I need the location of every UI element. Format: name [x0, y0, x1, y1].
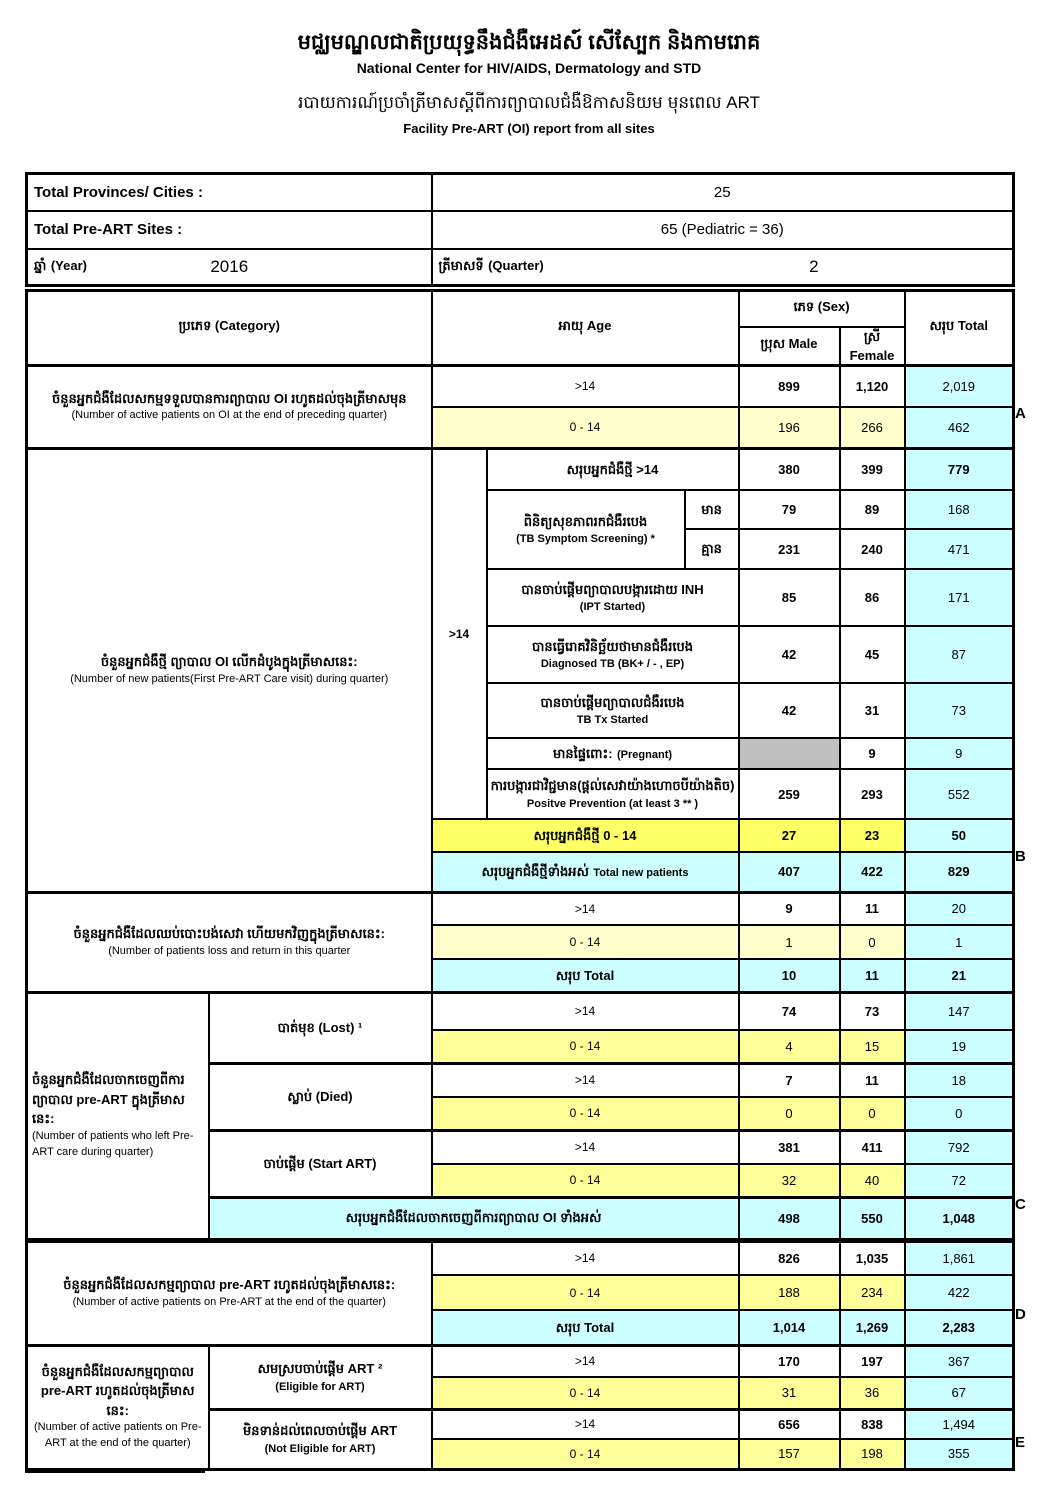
- col-header-female: ស្រី Female: [840, 327, 905, 366]
- sectionC-lost-label: បាត់មុខ (Lost) ¹: [209, 992, 432, 1063]
- sectionC-died-child-male: 0: [739, 1097, 840, 1130]
- sectionB-diagnosed-tb-male: 42: [739, 626, 840, 683]
- sectionD-child-male: 188: [739, 1275, 840, 1310]
- sectionB-diagnosed-tb-total: 87: [905, 626, 1014, 683]
- sectionB-total-khmer: សរុបអ្នកជំងឺថ្មីទាំងអស់: [481, 864, 589, 879]
- sectionC-lost-child-female: 15: [840, 1030, 905, 1063]
- sectionC-total-female: 550: [840, 1197, 905, 1240]
- sectionA-category-khmer: ចំនួនអ្នកជំងឺដែលសកម្មទទួលបានការព្យាបាល OI រហូតដល់ចុងត្រីមាសមុន: [52, 390, 407, 406]
- sectionLoss-category-english: (Number of patients loss and return in this quarter: [108, 944, 351, 957]
- sectionD-child-age: 0 - 14: [432, 1275, 739, 1310]
- sectionE-eligible-child-female: 36: [840, 1377, 905, 1409]
- sectionD-total-total: 2,283: [905, 1310, 1014, 1345]
- sectionC-start-gt14-female: 411: [840, 1130, 905, 1164]
- sectionE-eligible-child-male: 31: [739, 1377, 840, 1409]
- sectionB-total-female: 422: [840, 852, 905, 892]
- sectionD-category-english: (Number of active patients on Pre-ART at the end of the quarter): [72, 1295, 386, 1308]
- sectionE-category-english: (Number of active patients on Pre-ART at the end of the quarter): [33, 1421, 202, 1450]
- sectionE-eligible-child-total: 67: [905, 1377, 1014, 1409]
- sectionB-ipt-total: 171: [905, 569, 1014, 626]
- sectionC-lost-child-age: 0 - 14: [432, 1030, 739, 1063]
- sectionD-child-total: 422: [905, 1275, 1014, 1310]
- sectionLoss-total-male: 10: [739, 959, 840, 992]
- year-label-english: (Year): [50, 257, 87, 273]
- footnote-rule: [25, 1470, 205, 1473]
- sectionD-gt14-total: 1,861: [905, 1240, 1014, 1275]
- sectionB-sum-gt14-male: 380: [739, 448, 840, 490]
- col-header-total: សរុប Total: [905, 291, 1014, 366]
- sectionLoss-total-female: 11: [840, 959, 905, 992]
- sectionD-gt14-female: 1,035: [840, 1240, 905, 1275]
- sectionLoss-gt14-age: >14: [432, 892, 739, 925]
- sectionB-tb-screening-english: (TB Symptom Screening) *: [516, 533, 655, 545]
- sectionE-eligible-english: (Eligible for ART): [275, 1380, 365, 1393]
- sectionB-sum-child-male: 27: [739, 819, 840, 852]
- sectionB-sum-gt14-total: 779: [905, 448, 1014, 490]
- sectionB-positive-prevention-label: [487, 769, 739, 819]
- sectionB-total-label: [432, 852, 739, 892]
- quarter-value: 2: [809, 256, 819, 276]
- sectionD-category-khmer: ចំនួនអ្នកជំងឺដែលសកម្មព្យាបាល pre-ART រហូតដល់ចុងត្រីមាសនេះ:: [63, 1277, 396, 1293]
- sectionB-tb-tx-english: TB Tx Started: [576, 714, 649, 726]
- report-title-khmer: របាយការណ៍ប្រចាំត្រីមាសស្ដីពីការព្យាបាលជំងឺឱកាសនិយម មុនពេល ART: [298, 93, 760, 113]
- sectionC-lost-child-male: 4: [739, 1030, 840, 1063]
- sectionB-diagnosed-tb-english: Diagnosed TB (BK+ / - , EP): [540, 658, 685, 670]
- sectionA-category: [27, 365, 432, 448]
- sectionA-category-english: (Number of active patients on OI at the end of preceding quarter): [71, 409, 387, 422]
- sectionB-tb-screening-khmer: ពិនិត្យសុខភាពរកជំងឺរបេង: [523, 513, 648, 529]
- provinces-label: Total Provinces/ Cities :: [27, 174, 432, 211]
- sectionE-not-eligible-gt14-total: 1,494: [905, 1409, 1014, 1439]
- report-header: [0, 30, 1058, 136]
- sectionE-eligible-label: [209, 1345, 432, 1409]
- sectionC-total-male: 498: [739, 1197, 840, 1240]
- sectionB-tb-tx-label: [487, 683, 739, 738]
- marker-d: D: [1015, 1306, 1026, 1323]
- sectionB-category-english: (Number of new patients(First Pre-ART Care visit) during quarter): [70, 672, 389, 685]
- sectionB-sum-gt14-label: សរុបអ្នកជំងឺថ្មី >14: [487, 448, 739, 490]
- summary-info-table: [25, 172, 1015, 287]
- sectionC-start-child-male: 32: [739, 1164, 840, 1197]
- sectionC-total-label: សរុបអ្នកជំងឺដែលចាកចេញពីការព្យាបាល OI ទាំងអស់: [209, 1197, 739, 1240]
- sectionLoss-gt14-female: 11: [840, 892, 905, 925]
- sectionB-ipt-label: [487, 569, 739, 626]
- sectionC-start-gt14-total: 792: [905, 1130, 1014, 1164]
- sectionB-positive-prevention-khmer: ការបង្ការជាវិជ្ជមាន(ផ្ដល់សេវាយ៉ាងហោចបីយ៉ាងតិច): [490, 778, 735, 793]
- sectionE-eligible-gt14-age: >14: [432, 1345, 739, 1377]
- sectionB-pregnant-khmer: មានផ្ទៃពោះ:: [553, 745, 613, 761]
- sectionC-lost-gt14-age: >14: [432, 992, 739, 1030]
- sectionB-tb-tx-khmer: បានចាប់ផ្ដើមព្យាបាលជំងឺរបេង: [540, 694, 685, 710]
- sectionB-pregnant-female: 9: [840, 738, 905, 769]
- year-cell: [27, 249, 432, 286]
- sectionC-start-art-label: ចាប់ផ្ដើម (Start ART): [209, 1130, 432, 1197]
- sectionD-gt14-age: >14: [432, 1240, 739, 1275]
- sectionA-gt14-total: 2,019: [905, 365, 1014, 407]
- sectionE-not-eligible-gt14-male: 656: [739, 1409, 840, 1439]
- year-value: 2016: [210, 256, 249, 276]
- sectionA-child-total: 462: [905, 407, 1014, 448]
- sectionC-start-child-total: 72: [905, 1164, 1014, 1197]
- sectionC-died-child-female: 0: [840, 1097, 905, 1130]
- sectionC-lost-gt14-male: 74: [739, 992, 840, 1030]
- year-label-khmer: ឆ្នាំ: [34, 257, 47, 273]
- sites-value: 65 (Pediatric = 36): [432, 211, 1014, 249]
- sectionB-tb-none-female: 240: [840, 529, 905, 569]
- sectionD-gt14-male: 826: [739, 1240, 840, 1275]
- sectionB-sum-child-female: 23: [840, 819, 905, 852]
- sectionB-pregnant-total: 9: [905, 738, 1014, 769]
- sectionB-diagnosed-tb-female: 45: [840, 626, 905, 683]
- sectionA-gt14-female: 1,120: [840, 365, 905, 407]
- sectionD-category: [27, 1240, 432, 1345]
- sectionB-tb-none-total: 471: [905, 529, 1014, 569]
- sectionD-child-female: 234: [840, 1275, 905, 1310]
- sectionLoss-child-age: 0 - 14: [432, 925, 739, 959]
- sectionB-tb-tx-male: 42: [739, 683, 840, 738]
- sectionLoss-total-total: 21: [905, 959, 1014, 992]
- sectionB-ipt-female: 86: [840, 569, 905, 626]
- marker-a: A: [1015, 405, 1026, 422]
- sectionA-gt14-male: 899: [739, 365, 840, 407]
- sectionB-positive-prevention-female: 293: [840, 769, 905, 819]
- sectionB-sum-child-total: 50: [905, 819, 1014, 852]
- sectionB-sum-gt14-female: 399: [840, 448, 905, 490]
- sectionB-tb-have-male: 79: [739, 490, 840, 529]
- quarter-label-khmer: ត្រីមាសទី: [438, 257, 484, 273]
- sectionB-pregnant-label: [487, 738, 739, 769]
- provinces-value: 25: [432, 174, 1014, 211]
- sectionB-positive-prevention-total: 552: [905, 769, 1014, 819]
- col-header-age: អាយុ Age: [432, 291, 739, 366]
- sectionC-died-label: ស្លាប់ (Died): [209, 1063, 432, 1130]
- sectionB-sum-child-label: សរុបអ្នកជំងឺថ្មី 0 - 14: [432, 819, 739, 852]
- sectionB-total-english: Total new patients: [593, 867, 689, 879]
- sectionE-not-eligible-child-male: 157: [739, 1439, 840, 1469]
- sectionB-tb-have-label: មាន: [685, 490, 739, 529]
- sectionC-start-child-female: 40: [840, 1164, 905, 1197]
- sectionA-child-male: 196: [739, 407, 840, 448]
- sectionC-died-gt14-female: 11: [840, 1063, 905, 1097]
- org-title-english: National Center for HIV/AIDS, Dermatology and STD: [356, 60, 702, 77]
- sectionLoss-gt14-total: 20: [905, 892, 1014, 925]
- sectionLoss-gt14-male: 9: [739, 892, 840, 925]
- sectionC-total-total: 1,048: [905, 1197, 1014, 1240]
- sectionB-tb-none-label: គ្មាន: [685, 529, 739, 569]
- sectionE-not-eligible-gt14-female: 838: [840, 1409, 905, 1439]
- sectionE-category-khmer: ចំនួនអ្នកជំងឺដែលសកម្មព្យាបាល pre-ART រហូតដល់ចុងត្រីមាសនេះ:: [40, 1363, 195, 1418]
- sectionB-ipt-male: 85: [739, 569, 840, 626]
- sectionB-total-total: 829: [905, 852, 1014, 892]
- sectionLoss-category-khmer: ចំនួនអ្នកជំងឺដែលឈប់បោះបង់សេវា ហើយមកវិញក្នុងត្រីមាសនេះ:: [73, 926, 385, 942]
- org-title-khmer: មជ្ឈមណ្ឌលជាតិប្រយុទ្ធនឹងជំងឺអេដស៍ សើស្បែក និងកាមរោគ: [297, 31, 761, 54]
- sectionB-positive-prevention-english: Positve Prevention (at least 3 ** ): [526, 797, 699, 810]
- report-title-english: Facility Pre-ART (OI) report from all sites: [403, 121, 655, 137]
- sectionC-died-gt14-male: 7: [739, 1063, 840, 1097]
- sectionE-eligible-gt14-total: 367: [905, 1345, 1014, 1377]
- sectionD-total-label: សរុប Total: [432, 1310, 739, 1345]
- sectionC-died-gt14-total: 18: [905, 1063, 1014, 1097]
- sectionB-ipt-english: (IPT Started): [579, 601, 646, 613]
- sectionB-tb-have-female: 89: [840, 490, 905, 529]
- sectionB-tb-tx-total: 73: [905, 683, 1014, 738]
- sectionLoss-category: [27, 892, 432, 992]
- sectionE-not-eligible-gt14-age: >14: [432, 1409, 739, 1439]
- sites-label: Total Pre-ART Sites :: [27, 211, 432, 249]
- sectionB-age-span: >14: [432, 448, 487, 819]
- sectionD-total-female: 1,269: [840, 1310, 905, 1345]
- sectionA-child-age: 0 - 14: [432, 407, 739, 448]
- sectionB-tb-tx-female: 31: [840, 683, 905, 738]
- sectionB-category: [27, 448, 432, 892]
- sectionC-category-khmer: ចំនួនអ្នកជំងឺដែលចាកចេញពីការ ព្យាបាល pre-ART ក្នុងត្រីមាសនេះ:: [32, 1072, 185, 1127]
- col-header-male: ប្រុស Male: [739, 327, 840, 366]
- marker-b: B: [1015, 848, 1026, 865]
- sectionB-tb-screening-label: [487, 490, 685, 569]
- sectionB-tb-none-male: 231: [739, 529, 840, 569]
- sectionC-start-gt14-male: 381: [739, 1130, 840, 1164]
- sectionC-died-gt14-age: >14: [432, 1063, 739, 1097]
- col-header-category: ប្រភេទ (Category): [27, 291, 432, 366]
- sectionC-start-gt14-age: >14: [432, 1130, 739, 1164]
- col-header-sex: ភេទ (Sex): [739, 291, 905, 327]
- sectionC-lost-child-total: 19: [905, 1030, 1014, 1063]
- sectionE-not-eligible-child-total: 355: [905, 1439, 1014, 1469]
- sectionLoss-total-label: សរុប Total: [432, 959, 739, 992]
- sectionE-eligible-gt14-female: 197: [840, 1345, 905, 1377]
- sectionB-diagnosed-tb-khmer: បានធ្វើរោគវិនិច្ឆ័យថាមានជំងឺរបេង: [532, 638, 693, 654]
- sectionB-pregnant-male-na: [739, 738, 840, 769]
- sectionA-child-female: 266: [840, 407, 905, 448]
- sectionE-not-eligible-child-female: 198: [840, 1439, 905, 1469]
- sectionE-not-eligible-khmer: មិនទាន់ដល់ពេលចាប់ផ្ដើម ART: [242, 1423, 398, 1438]
- sectionC-lost-gt14-female: 73: [840, 992, 905, 1030]
- pre-art-report-table: [25, 289, 1015, 1471]
- sectionE-not-eligible-english: (Not Eligible for ART): [264, 1442, 376, 1455]
- sectionLoss-child-female: 0: [840, 925, 905, 959]
- quarter-label-english: (Quarter): [488, 257, 544, 273]
- sectionLoss-child-male: 1: [739, 925, 840, 959]
- quarter-cell: [432, 249, 1014, 286]
- sectionC-category: [27, 992, 209, 1240]
- sectionA-gt14-age: >14: [432, 365, 739, 407]
- sectionB-total-male: 407: [739, 852, 840, 892]
- sectionE-eligible-gt14-male: 170: [739, 1345, 840, 1377]
- sectionB-diagnosed-tb-label: [487, 626, 739, 683]
- sectionC-category-english: (Number of patients who left Pre-ART care during quarter): [32, 1129, 194, 1158]
- sectionC-start-child-age: 0 - 14: [432, 1164, 739, 1197]
- marker-c: C: [1015, 1196, 1026, 1213]
- sectionC-lost-gt14-total: 147: [905, 992, 1014, 1030]
- sectionLoss-child-total: 1: [905, 925, 1014, 959]
- sectionB-pregnant-english: (Pregnant): [617, 748, 673, 761]
- sectionE-not-eligible-label: [209, 1409, 432, 1469]
- sectionC-died-child-total: 0: [905, 1097, 1014, 1130]
- marker-e: E: [1015, 1434, 1026, 1451]
- sectionD-total-male: 1,014: [739, 1310, 840, 1345]
- sectionB-positive-prevention-male: 259: [739, 769, 840, 819]
- sectionE-category: [27, 1345, 209, 1469]
- sectionC-died-child-age: 0 - 14: [432, 1097, 739, 1130]
- sectionE-not-eligible-child-age: 0 - 14: [432, 1439, 739, 1469]
- sectionE-eligible-child-age: 0 - 14: [432, 1377, 739, 1409]
- sectionB-ipt-khmer: បានចាប់ផ្ដើមព្យាបាលបង្ការដោយ INH: [521, 581, 704, 597]
- sectionB-tb-have-total: 168: [905, 490, 1014, 529]
- sectionE-eligible-khmer: សមស្របចាប់ផ្ដើម ART ²: [257, 1361, 383, 1376]
- sectionB-category-khmer: ចំនួនអ្នកជំងឺថ្មី ព្យាបាល OI លើកដំបូងក្នុងត្រីមាសនេះ:: [100, 654, 358, 670]
